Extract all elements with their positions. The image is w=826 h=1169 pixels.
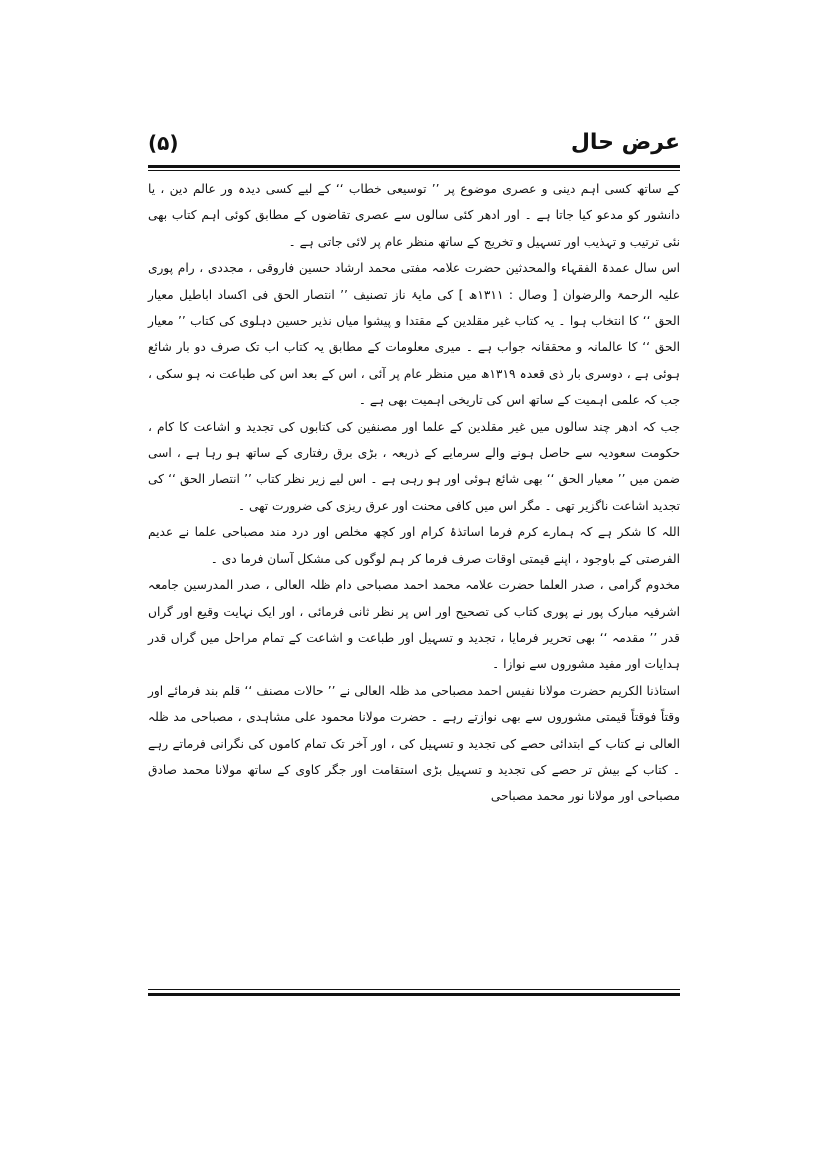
paragraph-3: جب کہ ادھر چند سالوں میں غیر مقلدین کے علما اور مصنفین کی کتابوں کی تجدید و اشاعت کا کام ، حکومت سعودیہ سے حاصل ہونے والے سرمایے کے ذریعہ ، بڑی برق رفتاری کے ساتھ ہو رہا ہے ، اسی ضمن میں ’’ معیار الحق ‘‘ بھی شائع ہوئی اور ہو رہی ہے ۔ اس لیے زیر نظر کتاب ’’ انتصار الحق ‘‘ کی تجدید اشاعت ناگزیر تھی ۔ مگر اس میں کافی محنت اور عرق ریزی کی ضرورت تھی ۔ [148,419,680,513]
paragraph-2: اس سال عمدۃ الفقہاء والمحدثین حضرت علامہ مفتی محمد ارشاد حسین فاروقی ، مجددی ، رام پوری علیہ الرحمۃ والرضوان [ وصال : ۱۳۱۱ھ ] کی مایۂ ناز تصنیف ’’ انتصار الحق فی اکساد اباطیل معیار الحق ‘‘ کا انتخاب ہوا ۔ یہ کتاب غیر مقلدین کے مقتدا و پیشوا میاں نذیر حسین دہلوی کی کتاب ’’ معیار الحق ‘‘ کا عالمانہ و محققانہ جواب ہے ۔ میری معلومات کے مطابق یہ کتاب اب تک صرف دو بار شائع ہوئی ہے ، دوسری بار ذی قعدہ ۱۳۱۹ھ میں منظر عام پر آئی ، اس کے بعد اس کی طباعت نہ ہو سکی ، جب کہ علمی اہمیت کے ساتھ اس کی تاریخی اہمیت بھی ہے ۔ [148,261,680,408]
paragraph-6: استاذنا الکریم حضرت مولانا نفیس احمد مصباحی مد ظلہ العالی نے ’’ حالات مصنف ‘‘ قلم بند فرمائے اور وقتاً فوقتاً قیمتی مشوروں سے بھی نوازتے رہے ۔ حضرت مولانا محمود علی مشاہدی ، مصباحی مد ظلہ العالی نے کتاب کے ابتدائی حصے کی تجدید و تسہیل کی ، اور آخر تک تمام کاموں کی نگرانی فرماتے رہے ۔ کتاب کے بیش تر حصے کی تجدید و تسہیل بڑی استقامت اور جگر کاوی کے ساتھ مولانا محمد صادق مصباحی اور مولانا نور محمد مصباحی [148,683,680,804]
paragraph-5: مخدوم گرامی ، صدر العلما حضرت علامہ محمد احمد مصباحی دام ظلہ العالی ، صدر المدرسین جامعہ اشرفیہ مبارک پور نے پوری کتاب کی تصحیح اور اس پر نظر ثانی فرمائی ، اور ایک نہایت وقیع اور گراں قدر ’’ مقدمہ ‘‘ بھی تحریر فرمایا ، تجدید و تسہیل اور طباعت و اشاعت کے تمام مراحل میں گراں قدر ہدایات اور مفید مشوروں سے نوازا ۔ [148,578,680,672]
section-title: عرض حال [570,130,680,155]
paragraph-4: اللہ کا شکر ہے کہ ہمارے کرم فرما اساتذۂ کرام اور کچھ مخلص اور درد مند مصباحی علما نے عدیم الفرصتی کے باوجود ، اپنے قیمتی اوقات صرف فرما کر ہم لوگوں کی مشکل آسان فرما دی ۔ [148,525,680,566]
page-number: (۵) [148,131,179,155]
header-rule-thick [148,165,680,168]
footer-rule-thick [148,993,680,996]
paragraph-1: کے ساتھ کسی اہم دینی و عصری موضوع پر ’’ توسیعی خطاب ‘‘ کے لیے کسی دیدہ ور عالم دین ، یا دانشور کو مدعو کیا جاتا ہے ۔ اور ادھر کئی سالوں سے عصری تقاضوں کے مطابق کوئی اہم کتاب بھی نئی ترتیب و تہذیب اور تسہیل و تخریج کے ساتھ منظر عام پر لائی جاتی ہے ۔ [148,182,680,249]
body-text [148,176,680,982]
header-rule-thin [148,170,680,171]
footer-rule-thin [148,989,680,990]
page-header [148,128,680,162]
